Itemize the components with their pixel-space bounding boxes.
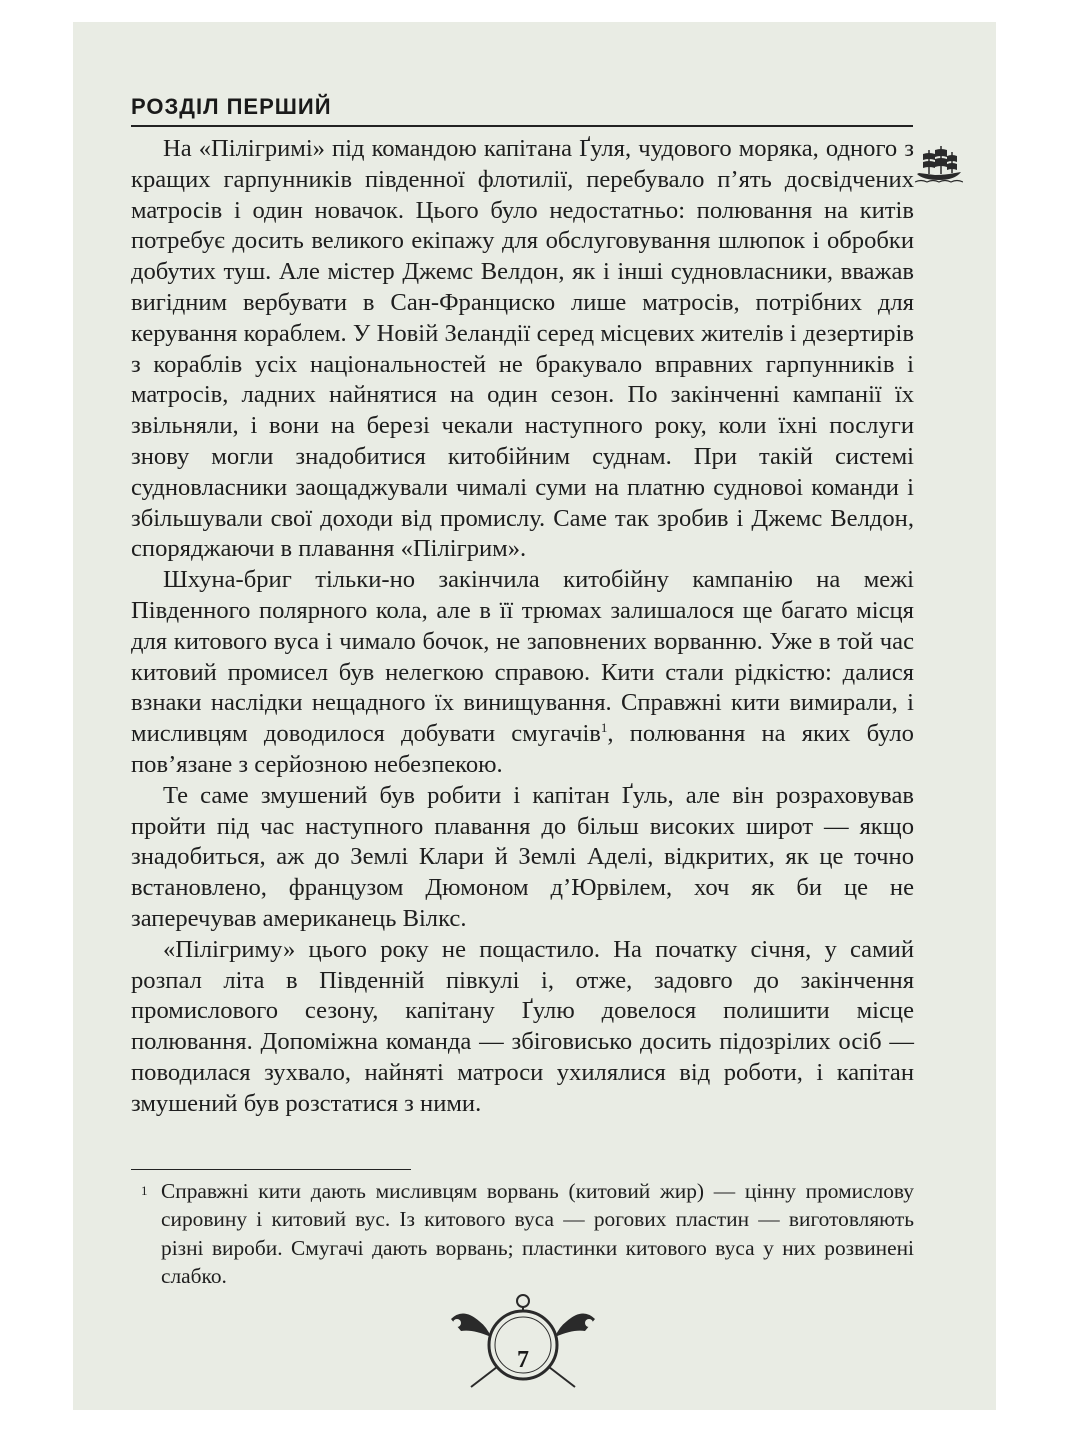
header-rule bbox=[131, 125, 913, 127]
footnote-text: Справжні кити дають мисливцям ворвань (китовий жир) — цінну промислову сировину і китовий вус. Із китового вуса — рогових пластин — виготовляють різні вироби. Смугачі дають ворвань; пластинки китового вуса у них розвинені слабко. bbox=[161, 1179, 914, 1289]
footnote-rule bbox=[131, 1169, 411, 1170]
footnote-number: 1 bbox=[141, 1183, 148, 1198]
chapter-title: РОЗДІЛ ПЕРШИЙ bbox=[131, 94, 332, 119]
running-header bbox=[131, 94, 913, 134]
paragraph: «Пілігриму» цього року не пощастило. На початку січня, у самий розпал літа в Південній півкулі і, отже, задовго до закінчення промислового сезону, капітану Ґулю довелося полишити місце полювання. Допоміжна команда — збіговисько досить підозрілих осіб — поводилася зухвало, найняті матроси ухилялися від роботи, і капітан змушений був розстатися з ними. bbox=[131, 935, 914, 1117]
anchor-compass-emblem-icon bbox=[443, 1287, 603, 1397]
main-text bbox=[131, 134, 914, 1120]
ship-icon bbox=[915, 144, 963, 184]
paragraph-text: , полювання на яких було пов’язане з серйозною небезпекою. bbox=[131, 720, 914, 778]
paragraph: На «Пілігримі» під командою капітана Ґуля, чудового моряка, одного з кращих гарпунників південної флотилії, перебувало п’ять досвідчених матросів і один новачок. Цього було недостатньо: полювання на китів потребує досить великого екіпажу для обслуговування шлюпок і обробки добутих туш. Але містер Джемс Велдон, як і інші судновласники, вважав вигідним вербувати в Сан-Франциско лише матросів, потрібних для керування кораблем. У Новій Зеландії серед місцевих жителів і дезертирів з кораблів усіх національностей не бракувало вправних гарпунників і матросів, ладних найнятися на один сезон. По закінченні кампанії їх звільняли, і вони на березі чекали наступного року, коли їхні послуги знову могли знадобитися китобійним суднам. При такій системі судновласники заощаджували чималі суми на платню судновоі команди і збільшували свої доходи від промислу. Саме так зробив і Джемс Велдон, споряджаючи в плавання «Пілігрим». bbox=[131, 135, 914, 563]
footnote bbox=[131, 1177, 914, 1291]
footnote-reference: 1 bbox=[600, 719, 608, 735]
paragraph-text: Шхуна-бриг тільки-но закінчила китобійну кампанію на межі Південного полярного кола, але в її трюмах залишалося ще багато місця для китового вуса і чимало бочок, не заповнених ворванню. Уже в той час китовий промисел був нелегкою справою. Кити стали рідкістю: далися взнаки наслідки нещадного їх винищування. Справжні кити вимирали, і мисливцям доводилося добувати смугачів bbox=[131, 566, 914, 748]
paragraph bbox=[131, 565, 914, 781]
book-page bbox=[73, 22, 996, 1410]
paragraph: Те саме змушений був робити і капітан Ґуль, але він розраховував пройти під час наступного плавання до більш високих широт — якщо знадобиться, аж до Землі Клари й Землі Аделі, відкритих, як це точно встановлено, французом Дюмоном д’Юрвілем, хоч як би це не заперечував американець Вілкс. bbox=[131, 781, 914, 932]
page-number: 7 bbox=[517, 1347, 529, 1373]
